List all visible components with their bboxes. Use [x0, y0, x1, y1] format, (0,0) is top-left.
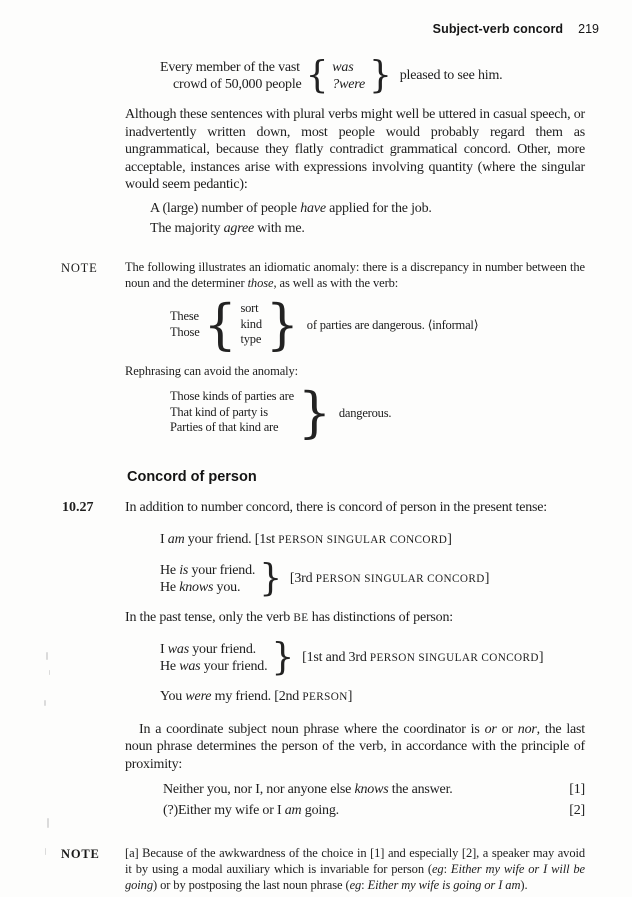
section-10-27 — [62, 499, 585, 820]
close-brace-glyph: } — [297, 381, 331, 444]
note-awkwardness — [61, 845, 585, 893]
rephrase-intro: Rephrasing can avoid the anomaly: — [125, 363, 299, 378]
concord-annotation: [1st and 3rd PERSON SINGULAR CONCORD] — [302, 649, 544, 665]
paragraph-proximity: In a coordinate subject noun phrase where the coordinator is or or nor, the last noun phrase determines the person of the verb, in accordance with the principle of proximity: — [125, 721, 585, 772]
section-intro: In addition to number concord, there is concord of person in the present tense: — [125, 499, 547, 515]
running-head: Subject-verb concord — [432, 22, 564, 36]
note-label: NOTE — [61, 260, 98, 275]
example-2nd-person: You were my friend. [2nd PERSON] — [160, 688, 353, 704]
verb-options — [332, 59, 365, 93]
numbered-example-2 — [163, 802, 585, 819]
section-number: 10.27 — [62, 499, 94, 515]
example-crowd-concord — [160, 53, 585, 97]
note-idiomatic-anomaly — [61, 259, 585, 444]
determiner-option: Those — [170, 324, 200, 339]
example-line: The majority agree with me. — [150, 220, 305, 236]
page-header — [433, 22, 599, 36]
verb-option: ?were — [332, 77, 365, 92]
rephrase-line: That kind of party is — [170, 404, 268, 419]
paragraph-casual-speech: Although these sentences with plural verbs might well be uttered in casual speech, or inadvertently written down, most people would probably regard them as ungrammatical, because they flatly contradict grammatical concord. Other, more acceptable, instances arise with expressions involving quantity (where the singular would seem pedantic): — [125, 107, 585, 192]
concord-annotation: [3rd PERSON SINGULAR CONCORD] — [289, 571, 490, 586]
close-brace-glyph: } — [265, 293, 299, 356]
determiner-option: These — [170, 309, 199, 323]
example-lines — [160, 641, 267, 675]
noun-option: kind — [240, 316, 262, 331]
example-tail: of parties are dangerous. ⟨informal⟩ — [306, 317, 479, 332]
open-brace-glyph: { — [203, 293, 237, 356]
page-content — [61, 48, 585, 893]
rephrase-lines — [170, 389, 294, 436]
section-heading-concord-of-person: Concord of person — [127, 468, 257, 485]
noun-option: sort — [240, 301, 259, 316]
example-1st-person: I am your friend. [1st PERSON SINGULAR CONCORD] — [160, 532, 452, 547]
rephrase-line: Parties of that kind are — [170, 420, 279, 435]
example-text: Neither you, nor I, nor anyone else knows the answer. — [163, 782, 453, 797]
close-brace-glyph: } — [369, 53, 392, 97]
numbered-example-1 — [163, 781, 585, 798]
example-3rd-person — [160, 556, 585, 600]
example-line: I was your friend. — [160, 641, 256, 657]
example-line: crowd of 50,000 people — [173, 77, 302, 92]
examples-quantity — [150, 200, 585, 237]
noun-options — [240, 301, 261, 348]
example-line: Every member of the vast — [160, 60, 300, 75]
scan-artifact — [49, 670, 50, 675]
close-brace-glyph: } — [259, 556, 282, 600]
noun-option: type — [240, 332, 262, 347]
example-number: [2] — [569, 803, 585, 818]
example-line: He is your friend. — [160, 563, 256, 578]
note-text: [a] Because of the awkwardness of the choice in [1] and especially [2], a speaker may avoid it by using a modal auxiliary which is invariable for person (eg: Either my wife or I will be going) or by postposing the last noun phrase (eg: Either my wife is going or I am). — [125, 846, 585, 892]
example-was-concord — [160, 635, 585, 679]
page-number: 219 — [578, 22, 599, 36]
verb-option: was — [332, 60, 354, 75]
close-brace-glyph: } — [271, 635, 295, 679]
open-brace-glyph: { — [305, 53, 329, 97]
example-number: [1] — [569, 782, 585, 797]
determiner-options — [170, 309, 200, 340]
example-line: A (large) number of people have applied for the job. — [150, 200, 432, 216]
example-rephrased — [170, 381, 585, 444]
example-line: He was your friend. — [160, 658, 268, 674]
example-lines — [160, 562, 255, 596]
note-label: NOTE — [61, 847, 100, 861]
scan-artifact — [47, 818, 49, 828]
example-subject-lines — [160, 59, 302, 93]
scan-artifact — [46, 652, 48, 660]
scan-artifact — [45, 848, 46, 855]
example-line: He knows you. — [160, 580, 241, 595]
example-tail: pleased to see him. — [399, 68, 503, 83]
paragraph-past-tense: In the past tense, only the verb BE has distinctions of person: — [125, 610, 453, 625]
scan-artifact — [44, 700, 46, 706]
rephrase-line: Those kinds of parties are — [170, 389, 294, 404]
note-text: The following illustrates an idiomatic anomaly: there is a discrepancy in number between the noun and the determiner those, as well as with the verb: — [125, 259, 585, 290]
example-these-those — [170, 293, 585, 356]
example-text: (?)Either my wife or I am going. — [163, 803, 339, 818]
example-tail: dangerous. — [338, 405, 392, 420]
